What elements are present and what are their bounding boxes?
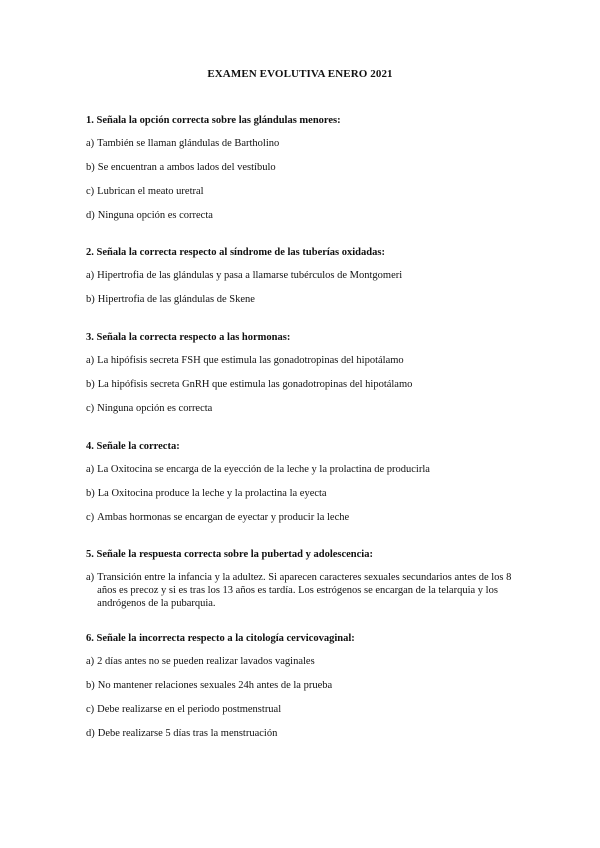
question-3 — [86, 331, 522, 415]
option-letter: a) — [86, 656, 95, 667]
answer-option — [86, 161, 522, 174]
answer-option — [86, 137, 522, 150]
option-letter: a) — [86, 572, 95, 583]
option-letter: d) — [86, 210, 95, 221]
answer-option — [86, 655, 522, 668]
option-text: No mantener relaciones sexuales 24h antes de la prueba — [97, 680, 333, 691]
option-text: Ninguna opción es correcta — [97, 210, 213, 221]
option-letter: b) — [86, 488, 95, 499]
question-heading: 4. Señale la correcta: — [86, 441, 180, 452]
option-text: Se encuentran a ambos lados del vestíbulo — [97, 162, 276, 173]
answer-option — [86, 487, 522, 500]
question-heading: 5. Señale la respuesta correcta sobre la pubertad y adolescencia: — [86, 549, 373, 560]
option-letter: c) — [86, 704, 95, 715]
option-letter: c) — [86, 512, 95, 523]
option-text: La Oxitocina se encarga de la eyección de la leche y la prolactina de producirla — [97, 464, 430, 475]
page-title: EXAMEN EVOLUTIVA ENERO 2021 — [207, 68, 393, 80]
question-4 — [86, 440, 522, 524]
option-text: 2 días antes no se pueden realizar lavados vaginales — [97, 656, 315, 667]
option-letter: b) — [86, 294, 95, 305]
answer-option — [86, 511, 522, 524]
option-letter: a) — [86, 355, 95, 366]
answer-option — [86, 402, 522, 415]
option-text: También se llaman glándulas de Bartholino — [97, 138, 280, 149]
option-text: La hipófisis secreta FSH que estimula las gonadotropinas del hipotálamo — [97, 355, 404, 366]
answer-option — [86, 293, 522, 306]
answer-option — [86, 571, 522, 610]
option-text: Ninguna opción es correcta — [97, 403, 213, 414]
answer-option — [86, 354, 522, 367]
option-letter: c) — [86, 403, 95, 414]
option-text: La hipófisis secreta GnRH que estimula las gonadotropinas del hipotálamo — [97, 379, 413, 390]
question-heading: 1. Señala la opción correcta sobre las glándulas menores: — [86, 115, 341, 126]
option-text: Ambas hormonas se encargan de eyectar y producir la leche — [97, 512, 350, 523]
answer-option — [86, 727, 522, 740]
question-2 — [86, 246, 522, 306]
answer-option — [86, 378, 522, 391]
question-heading: 2. Señala la correcta respecto al síndrome de las tuberías oxidadas: — [86, 247, 385, 258]
option-text: La Oxitocina produce la leche y la prolactina la eyecta — [97, 488, 327, 499]
answer-option — [86, 209, 522, 222]
answer-option — [86, 703, 522, 716]
option-text: Hipertrofia de las glándulas de Skene — [97, 294, 255, 305]
option-text: Debe realizarse 5 días tras la menstruación — [97, 728, 278, 739]
option-letter: c) — [86, 186, 95, 197]
question-5 — [86, 548, 522, 610]
option-letter: a) — [86, 270, 95, 281]
option-letter: a) — [86, 138, 95, 149]
option-letter: b) — [86, 162, 95, 173]
question-6 — [86, 632, 522, 740]
answer-option — [86, 463, 522, 476]
option-text: Hipertrofia de las glándulas y pasa a llamarse tubérculos de Montgomeri — [97, 270, 403, 281]
question-1 — [86, 114, 522, 222]
option-text: Debe realizarse en el periodo postmenstrual — [97, 704, 282, 715]
option-letter: b) — [86, 680, 95, 691]
answer-option — [86, 269, 522, 282]
option-letter: d) — [86, 728, 95, 739]
option-text: Transición entre la infancia y la adultez. Si aparecen caracteres sexuales secundarios antes de los 8 años es precoz y si es tras los 13 años es tardía. Los estrógenos se encargan de la telarquia y los andrógenos de la pubarquia. — [97, 572, 512, 609]
question-heading: 6. Señale la incorrecta respecto a la citología cervicovaginal: — [86, 633, 355, 644]
question-heading: 3. Señala la correcta respecto a las hormonas: — [86, 332, 291, 343]
answer-option — [86, 679, 522, 692]
option-text: Lubrican el meato uretral — [97, 186, 204, 197]
option-letter: a) — [86, 464, 95, 475]
answer-option — [86, 185, 522, 198]
option-letter: b) — [86, 379, 95, 390]
